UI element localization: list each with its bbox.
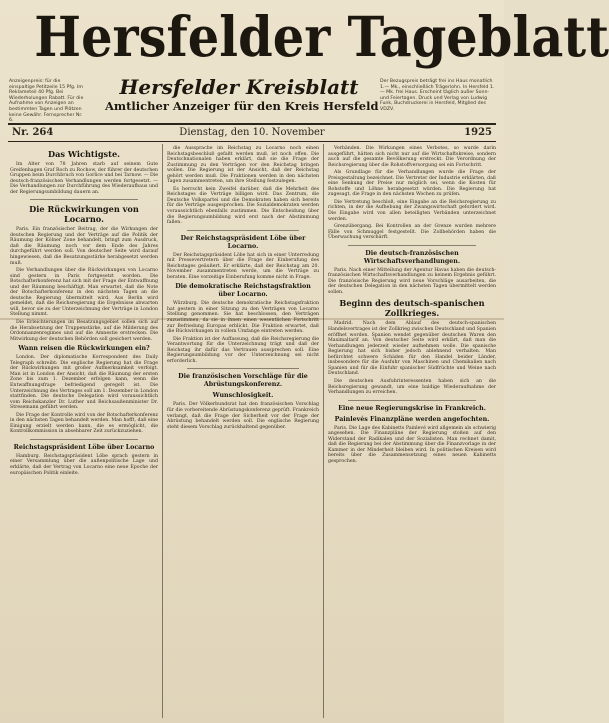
article-text: Hamburg. Reichstagspräsident Löbe sprach gestern in einer Versammlung über die außenpolitische Lage und erklärte, daß der Vertrag von Locarno eine neue Epoche der europäischen Politik einleite. xyxy=(10,453,158,476)
article-text: Die Verhandlungen über die Rückwirkungen von Locarno sind gestern in Paris fortgesetzt worden. Die Botschafterkonferenz hat sich mit der Frage der Entwaffnung und der Räumung beschäftigt. Man erwartet, daß die Note der Botschafterkonferenz in den nächsten Tagen an die deutsche Regierung übermittelt wird. Aus Berlin wird gemeldet, daß die Reichsregierung die Ergebnisse abwarten will, bevor sie zu der Unterzeichnung der Verträge in London Stellung nimmt. xyxy=(10,268,158,318)
masthead-official-notice: Amtlicher Anzeiger für den Kreis Hersfeld xyxy=(105,99,379,113)
article-text: Paris. Nach einer Mitteilung der Agentur Havas haben die deutsch-französischen Wirtschaftsverhandlungen zu keinem Ergebnis geführt. Die französische Regierung wird neue Vorschläge ausarbeiten, die der deutschen Delegation in den nächsten Tagen übermittelt werden sollen. xyxy=(328,267,496,295)
advertising-rates-box: Anzeigenpreis: für die einspaltige Petitzeile 15 Pfg. Im Reklameteil 40 Pfg. Bei Wiederholungen Rabatt. Für die Aufnahme von Anzeigen an bestimmten Tagen und Plätzen keine Gewähr. Fernsprecher Nr. 6. xyxy=(9,79,84,124)
bottom-rule xyxy=(8,141,496,142)
article-text: Die Fraktion ist der Auffassung, daß die Reichsregierung die Verantwortung für die Unterzeichnung trägt und daß der Reichstag ihr dafür das Vertrauen aussprechen soll. Eine Regierungsumbildung vor der Unterzeichnung sei nicht erforderlich. xyxy=(167,336,319,364)
subheadline: Reichstagspräsident Löbe über Locarno xyxy=(13,443,155,451)
article-text: Paris. Die Lage des Kabinetts Painlevé wird allgemein als schwierig angesehen. Die Finanzpläne der Regierung stoßen auf den Widerstand der Radikalen und der Sozialisten. Man rechnet damit, daß die Regierung bei der Abstimmung über die Finanzvorlage in der Kammer in der Minderheit bleiben wird. In politischen Kreisen wird bereits über die Zusammensetzung eines neuen Kabinetts gesprochen. xyxy=(328,425,496,464)
article-text: Es herrscht kein Zweifel darüber, daß die Mehrheit des Reichstages die Verträge billigen wird. Das Zentrum, die Deutsche Volkspartei und die Demokraten haben sich bereits für die Verträge ausgesprochen. Die Sozialdemokraten werden voraussichtlich ebenfalls zustimmen. Die Entscheidung über die Regierungsumbildung wird erst nach der Abstimmung fallen. xyxy=(167,186,319,226)
top-rule xyxy=(8,123,496,125)
column-1 xyxy=(10,146,158,718)
article-text: Der Reichstagspräsident Löbe hat sich in einer Unterredung mit Pressevertretern über die Frage der Einberufung des Reichstages geäußert. Er erklärte, daß der Reichstag am 20. November zusammentreten werde, um die Verträge zu beraten. Eine vorzeitige Einberufung komme nicht in Frage. xyxy=(167,252,319,280)
article-text: Die Erleichterungen im Besatzungsgebiet sollen sich auf die Herabsetzung der Truppenstärke, auf die Milderung des Ordonnanzenregimes und auf die Amnestie erstrecken. Die Mitwirkung der deutschen Behörden soll gesichert werden. xyxy=(10,320,158,342)
issue-year: 1925 xyxy=(464,127,492,138)
article-text: Verbänden. Die Wirkungen eines Verbotes, so wurde darin ausgeführt, hätten sich nicht nur auf die Wirtschaftskreise, sondern auch auf die gesamte Bevölkerung erstreckt. Die Verordnung der Reichsregierung über die Rohstoffversorgung sei ein Fortschritt. xyxy=(328,146,496,168)
headline: Die Rückwirkungen von Locarno. xyxy=(29,204,139,225)
article-text: Als Grundlage für die Verhandlungen wurde die Frage der Preisgestaltung bezeichnet. Die Vertreter der Industrie erklärten, daß eine Senkung der Preise nur möglich sei, wenn die Kosten für Rohstoffe und Löhne herabgesetzt würden. Die Regierung hat zugesagt, die Frage in den nächsten Wochen zu prüfen. xyxy=(328,170,496,198)
article-text: Die deutschen Ausfuhrinteressenten haben sich an die Reichsregierung gewandt, um eine baldige Wiederaufnahme der Verhandlungen zu erreichen. xyxy=(328,378,496,396)
article-text: Madrid. Nach dem Ablauf des deutsch-spanischen Handelsvertrages ist der Zollkrieg zwischen Deutschland und Spanien eröffnet worden. Spanien wendet gegenüber deutschen Waren den Maximaltarif an. Von deutscher Seite wird erklärt, daß man die Verhandlungen jederzeit wieder aufnehmen wolle. Die spanische Regierung hat sich bisher jedoch ablehnend verhalten. Man befürchtet schwere Schäden für den Handel beider Länder, insbesondere für die Ausfuhr von Maschinen und Chemikalien nach Spanien und für die Einfuhr spanischer Südfrüchte und Weine nach Deutschland. xyxy=(328,321,496,377)
subheadline: Der Reichstagspräsident Löbe über Locarno. xyxy=(180,234,306,250)
subheadline: Die demokratische Reichstagsfraktion über Locarno. xyxy=(175,283,311,299)
article-text: Paris. Der Völkerbundsrat hat den französischen Vorschlag für die vorbereitende Abrüstungskonferenz geprüft. Frankreich verlangt, daß die Frage der Sicherheit vor der Frage der Abrüstung behandelt werden soll. Die englische Regierung steht diesem Vorschlag zurückhaltend gegenüber. xyxy=(167,402,319,430)
issue-date: Dienstag, den 10. November xyxy=(179,127,325,138)
divider xyxy=(187,230,299,231)
masthead-title: Hersfelder Tageblatt xyxy=(34,4,609,69)
article-text: Paris. Ein französischer Beitrag, der die Wirkungen der deutschen Regierung und der Verträge auf die Politik der Räumung der Kölner Zone behandelt, bringt zum Ausdruck, daß die Räumung noch vor dem Ende des Jahres durchgeführt werden soll. Von deutscher Seite wird darauf hingewiesen, daß die Besatzungsstärke herabgesetzt werden muß. xyxy=(10,227,158,266)
column-3 xyxy=(328,146,496,718)
column-divider xyxy=(162,144,163,718)
divider xyxy=(30,199,138,200)
article-text: London. Der diplomatische Korrespondent des Daily Telegraph schreibt: Die englische Regierung hat die Frage der Rückwirkungen mit großer Aufmerksamkeit verfolgt. Man ist in London der Ansicht, daß die Räumung der ersten Zone bis zum 1. Dezember erfolgen kann, wenn die Entwaffnungsfrage befriedigend geregelt ist. Die Unterzeichnung des Vertrages soll am 1. Dezember in London stattfinden. Die deutsche Delegation wird voraussichtlich vom Reichskanzler Dr. Luther und Reichsaußenminister Dr. Stresemann geführt werden. xyxy=(10,355,158,411)
column-divider xyxy=(323,144,324,718)
article-text: Würzburg. Die deutsche demokratische Reichstagsfraktion hat gestern in einer Sitzung zu den Verträgen von Locarno Stellung genommen. Sie hat beschlossen, den Verträgen zuzustimmen, da sie in ihnen einen wesentlichen Fortschritt zur Befriedung Europas erblickt. Die Fraktion erwartet, daß die Rückwirkungen in vollem Umfange eintreten werden. xyxy=(167,301,319,335)
article-text: Grenzübergang. Bei Kontrollen an der Grenze wurden mehrere Fälle von Schmuggel festgestellt. Die Zollbehörden haben die Überwachung verschärft. xyxy=(328,224,496,241)
divider xyxy=(348,245,476,246)
article-text: Im Alter von 78 Jahren starb auf seinem Gute Greifenhagen Graf Roch zu Rochow, der führer der deutschen Gruppen beim Durchbruch von Gorlice und bei Tarnow. — Die deutsch-französischen Verhandlungen werden fortgesetzt. — Die Verhandlungen zur Durchführung des Wiederaufbaus und der Regierungsumbildung dauern an. xyxy=(10,162,158,195)
divider xyxy=(30,439,138,440)
article-text: Die Vertretung beschloß, eine Eingabe an die Reichsregierung zu richten, in der die Aufhebung der Zwangswirtschaft gefordert wird. Die Eingabe wird von allen beteiligten Verbänden unterzeichnet werden. xyxy=(328,199,496,222)
article-text: Die Frage der Kontrolle wird von der Botschafterkonferenz in den nächsten Tagen behandelt werden. Man hofft, daß eine Einigung erzielt werden kann, die es ermöglicht, die Kontrollkommission in absehbarer Zeit zurückzuziehen. xyxy=(10,412,158,435)
issue-number: Nr. 264 xyxy=(12,127,54,138)
headline: Beginn des deutsch-spanischen Zollkrieges. xyxy=(339,298,485,319)
column-2 xyxy=(167,146,319,718)
divider xyxy=(187,368,299,369)
subheadline: Eine neue Regierungskrise in Frankreich. xyxy=(338,404,486,412)
masthead-subtitle: Hersfelder Kreisblatt xyxy=(119,75,359,99)
subheadline: Wunschlosigkeit. xyxy=(212,392,274,400)
divider xyxy=(348,400,476,401)
dateline xyxy=(8,126,496,140)
subheadline: Painlevés Finanzpläne werden angefochten. xyxy=(334,415,490,423)
subscription-box: Der Bezugspreis beträgt frei ins Haus monatlich 1.— Mk., einschließlich Trägerlohn. In Hersfeld 1.— Mk. frei Haus. Erscheint täglich außer Sonn- und Feiertagen. Druck und Verlag von Ludwig Funk, Buchdruckerei in Hersfeld, Mitglied des VDZV. xyxy=(380,79,495,112)
subheadline: Wann reisen die Rückwirkungen ein? xyxy=(18,345,150,353)
headline: Das Wichtigste. xyxy=(47,149,121,159)
subheadline: Die französischen Vorschläge für die Abrüstungskonferenz. xyxy=(178,373,308,389)
article-text: die Aussprache im Reichstag zu Locarno noch einen Reichstagsbeschluß gefaßt werden muß, ist noch offen. Die Deutschnationalen haben erklärt, daß sie die Frage der Zustimmung zu den Verträgen vor den Reichstag bringen wollen. Die Regierung ist der Ansicht, daß der Reichstag gehört werden muß. Die Fraktionen werden in den nächsten Tagen zusammentreten, um ihre Stellung festzulegen. xyxy=(167,146,319,185)
subheadline: Die deutsch-französischen Wirtschaftsverhandlungen. xyxy=(363,249,461,265)
